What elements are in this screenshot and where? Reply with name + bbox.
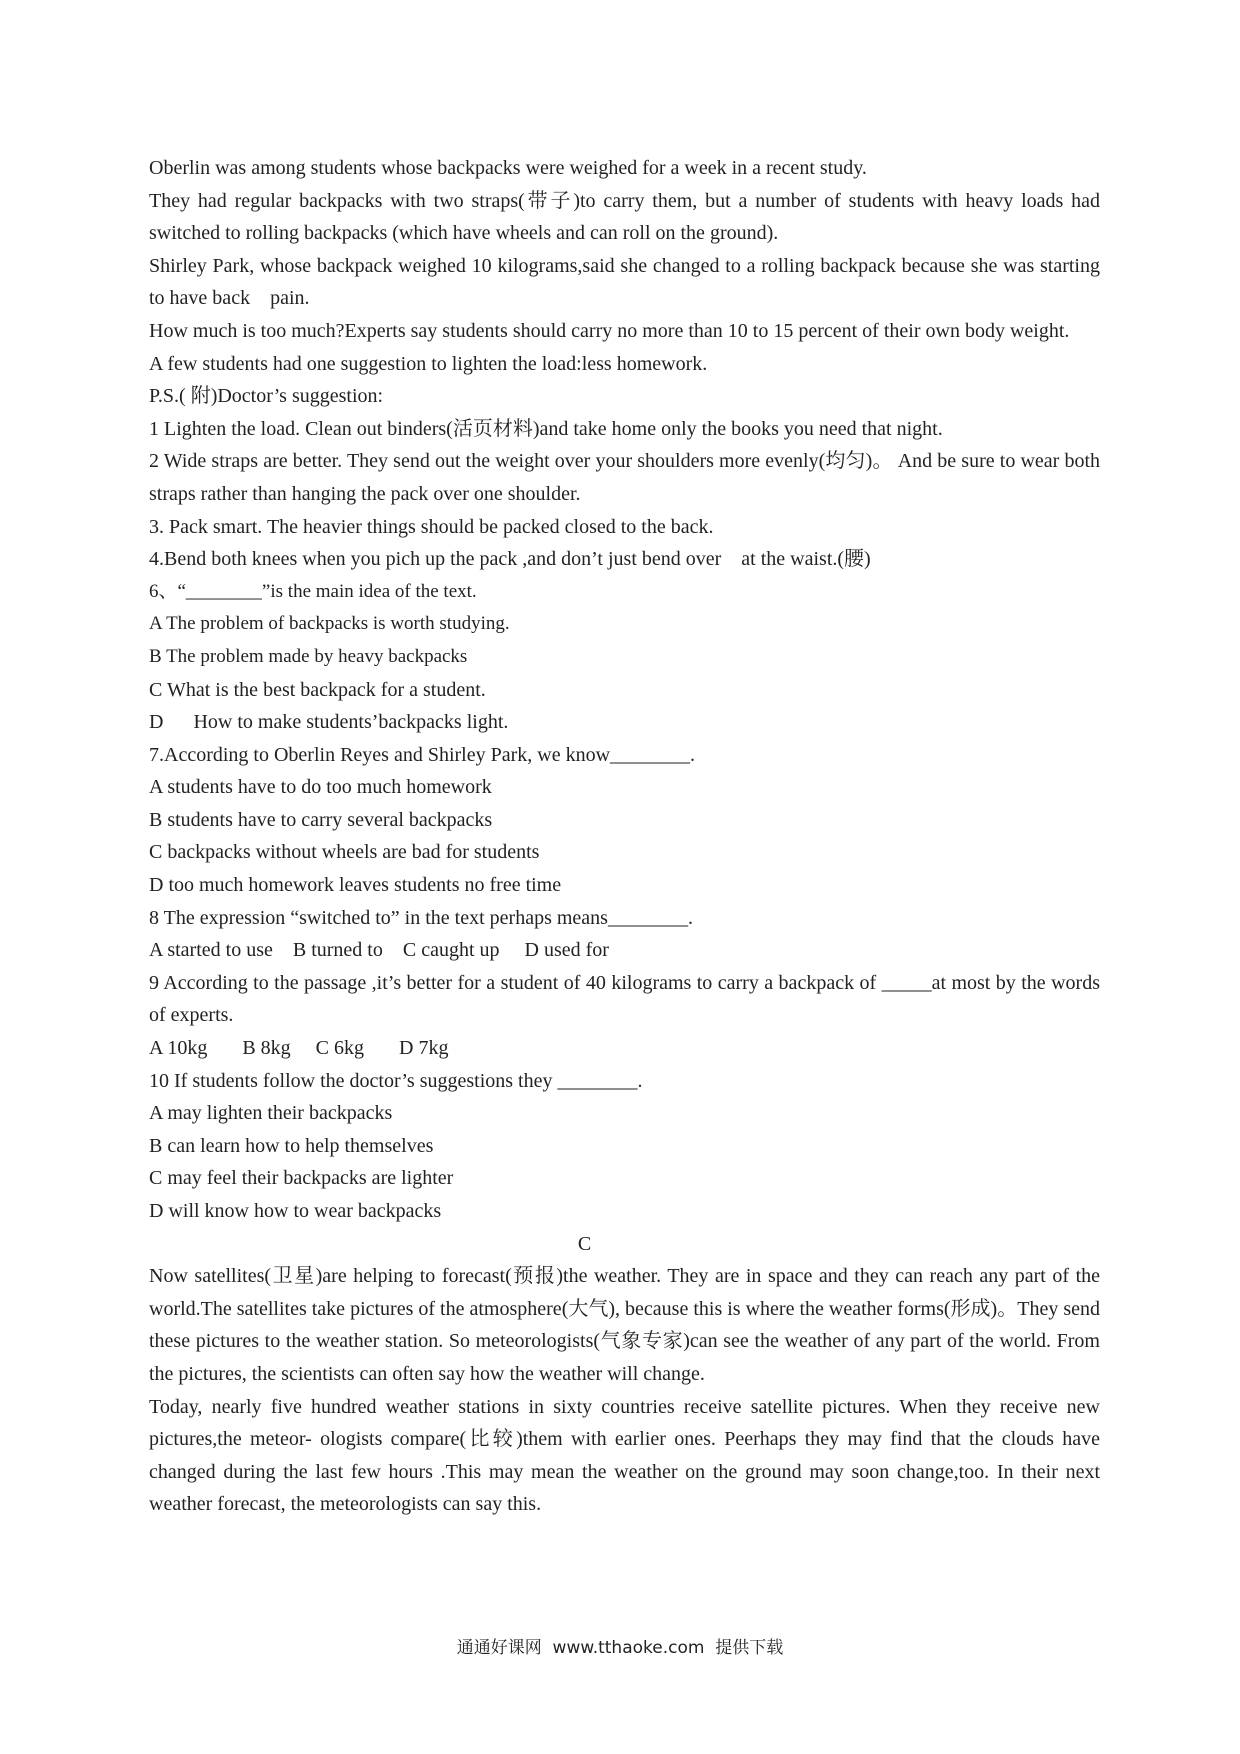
passage-b-paragraph-4: How much is too much?Experts say students should carry no more than 10 to 15 percent of their own body weight. bbox=[149, 319, 1070, 342]
passage-b-paragraph-1: Oberlin was among students whose backpacks were weighed for a week in a recent study. bbox=[149, 157, 867, 179]
passage-c-heading: C bbox=[577, 1232, 592, 1255]
question-8-stem: 8 The expression “switched to” in the text perhaps means________. bbox=[149, 906, 693, 929]
passage-c-paragraph-2: Today, nearly five hundred weather stations in sixty countries receive satellite pictures. When they receive new pictures,the meteor- ologists compare(比较)them with earlier ones. Peerhaps they may find that the clouds have changed during the last few hours .This may mean the weather on the ground may soon change,too. In their next weather forecast, the meteorologists can say this. bbox=[149, 1395, 1100, 1516]
question-10-option-d: D will know how to wear backpacks bbox=[149, 1200, 442, 1222]
question-7-option-b: B students have to carry several backpacks bbox=[149, 808, 493, 831]
question-8-options: A started to use B turned to C caught up D used for bbox=[149, 939, 609, 962]
passage-c-paragraph-1: Now satellites(卫星)are helping to forecast(预报)the weather. They are in space and they can reach any part of the world.The satellites take pictures of the atmosphere(大气), because this is where the weather forms(形成)。They send these pictures to the weather station. So meteorologists(气象专家)can see the weather of any part of the world. From the pictures, the scientists can often say how the weather will change. bbox=[149, 1265, 1100, 1385]
passage-b-paragraph-3: Shirley Park, whose backpack weighed 10 kilograms,said she changed to a rolling backpack because she was starting to have back pain. bbox=[149, 254, 1105, 310]
document-page bbox=[149, 152, 1105, 1521]
page-footer: 通通好课网 www.tthaoke.com 提供下载 bbox=[456, 1638, 784, 1658]
passage-b-paragraph-2: They had regular backpacks with two straps(带子)to carry them, but a number of students with heavy loads had switched to rolling backpacks (which have wheels and can roll on the ground). bbox=[149, 189, 1100, 245]
question-10-option-c: C may feel their backpacks are lighter bbox=[149, 1167, 454, 1190]
question-9-options: A 10kg B 8kg C 6kg D 7kg bbox=[149, 1037, 449, 1060]
question-6-option-b: B The problem made by heavy backpacks bbox=[149, 645, 468, 667]
question-10-option-b: B can learn how to help themselves bbox=[149, 1134, 434, 1157]
question-7-option-c: C backpacks without wheels are bad for students bbox=[149, 841, 540, 864]
doctor-tip-3: 3. Pack smart. The heavier things should be packed closed to the back. bbox=[149, 515, 714, 538]
doctor-tip-4: 4.Bend both knees when you pich up the pack ,and don’t just bend over at the waist.(腰) bbox=[149, 548, 871, 571]
question-6-option-a: A The problem of backpacks is worth studying. bbox=[149, 613, 510, 635]
question-6-option-d: D How to make students’backpacks light. bbox=[149, 711, 509, 734]
ps-heading: P.S.( 附)Doctor’s suggestion: bbox=[149, 385, 384, 408]
question-10-stem: 10 If students follow the doctor’s suggestions they ________. bbox=[149, 1069, 643, 1092]
doctor-tip-2: 2 Wide straps are better. They send out the weight over your shoulders more evenly(均匀)。 And be sure to wear both straps rather than hanging the pack over one shoulder. bbox=[149, 450, 1100, 505]
passage-b-paragraph-5: A few students had one suggestion to lighten the load:less homework. bbox=[149, 352, 708, 375]
doctor-tip-1: 1 Lighten the load. Clean out binders(活页材料)and take home only the books you need that night. bbox=[149, 417, 943, 440]
question-9-stem: 9 According to the passage ,it’s better for a student of 40 kilograms to carry a backpack of _____at most by the words of experts. bbox=[149, 971, 1100, 1027]
question-7-stem: 7.According to Oberlin Reyes and Shirley Park, we know________. bbox=[149, 743, 696, 766]
question-10-option-a: A may lighten their backpacks bbox=[149, 1102, 393, 1125]
question-7-option-d: D too much homework leaves students no free time bbox=[149, 874, 562, 897]
question-6-option-c: C What is the best backpack for a student. bbox=[149, 678, 486, 701]
question-6-stem: 6、“________”is the main idea of the text. bbox=[149, 580, 477, 602]
question-7-option-a: A students have to do too much homework bbox=[149, 776, 492, 799]
